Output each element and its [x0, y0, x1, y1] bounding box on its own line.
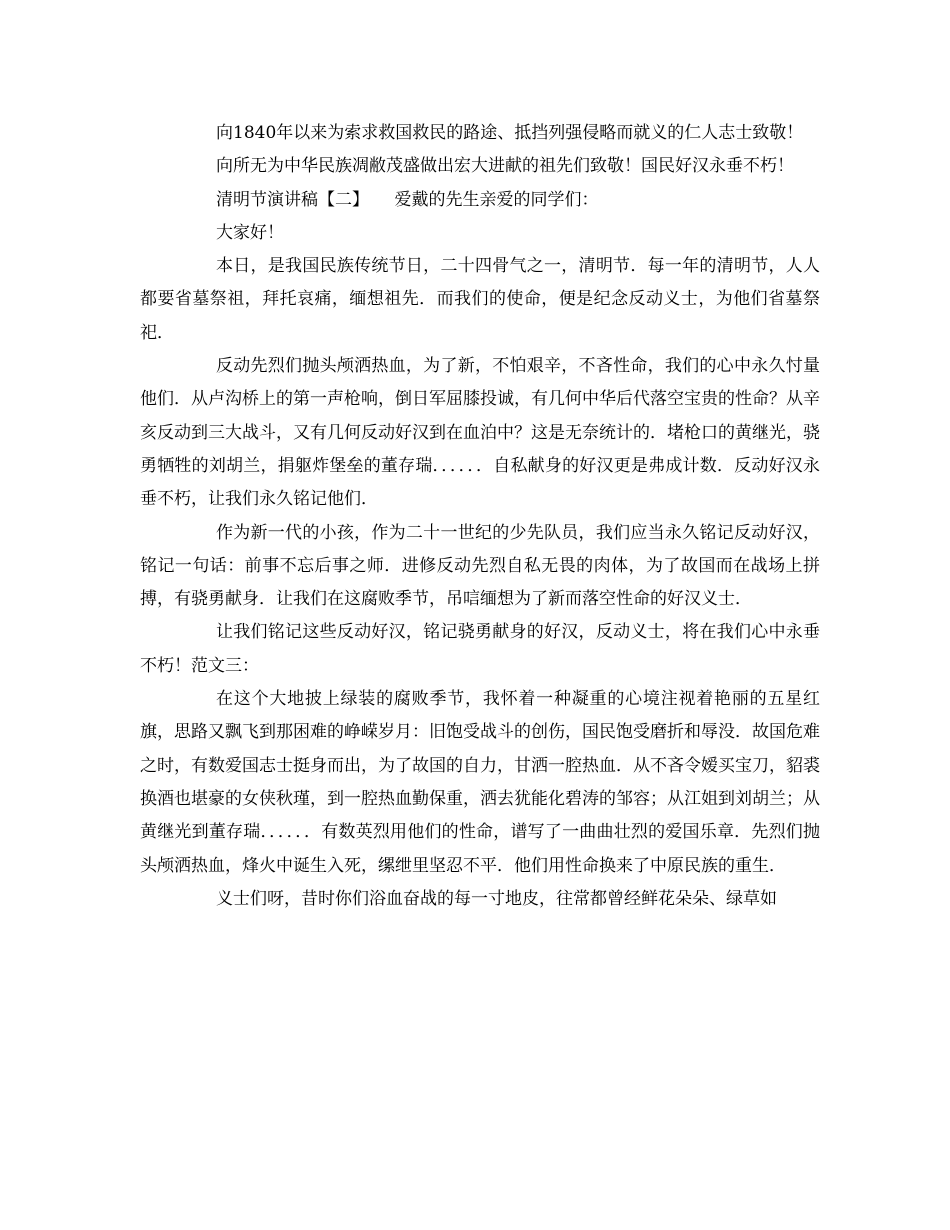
paragraph-salute-1840: 向1840年以来为索求救国救民的路途、抵挡列强侵略而就义的仁人志士致敬！	[216, 123, 804, 143]
paragraph-new-generation: 作为新一代的小孩，作为二十一世纪的少先队员，我们应当永久铭记反动好汉，铭记一句话：前事不忘后事之师．进修反动先烈自私无畏的肉体，为了故国而在战场上拼搏，有骁勇献身．让我们在这腐败季节，吊唁缅想为了新而落空性命的好汉义士．	[140, 522, 820, 610]
paragraph-martyrs: 反动先烈们抛头颅洒热血，为了新，不怕艰辛，不吝性命，我们的心中永久忖量他们．从卢沟桥上的第一声枪响，倒日军屈膝投诚，有几何中华后代落空宝贵的性命？从辛亥反动到三大战斗，又有几何反动好汉到在血泊中？这是无奈统计的．堵枪口的黄继光，骁勇牺牲的刘胡兰，捐躯炸堡垒的董存瑞．．．．．．自私献身的好汉更是弗成计数．反动好汉永垂不朽，让我们永久铭记他们．	[140, 356, 820, 510]
paragraph-speech-two-heading: 清明节演讲稿【二】 爱戴的先生亲爱的同学们：	[216, 189, 599, 210]
paragraph-qingming-intro: 本日，是我国民族传统节日，二十四骨气之一，清明节．每一年的清明节，人人都要省墓祭祖，拜托哀痛，缅想祖先．而我们的使命，便是纪念反动义士，为他们省墓祭祀．	[140, 256, 820, 343]
paragraph-martyrs-address: 义士们呀，昔时你们浴血奋战的每一寸地皮，往常都曾经鲜花朵朵、绿草如	[216, 888, 777, 909]
paragraph-greeting: 大家好！	[216, 222, 284, 243]
paragraph-salute-ancestors: 向所无为中华民族凋敝茂盛做出宏大进献的祖先们致敬！国民好汉永垂不朽！	[216, 156, 794, 177]
paragraph-remember-heroes: 让我们铭记这些反动好汉，铭记骁勇献身的好汉，反动义士，将在我们心中永垂不朽！范文三：	[140, 622, 820, 676]
paragraph-sample-three: 在这个大地披上绿装的腐败季节，我怀着一种凝重的心境注视着艳丽的五星红旗，思路又飘飞到那困难的峥嵘岁月：旧饱受战斗的创伤，国民饱受磨折和辱没．故国危难之时，有数爱国志士挺身而出，为了故国的自力，甘洒一腔热血．从不吝令嫒买宝刀，貂裘换酒也堪豪的女侠秋瑾，到一腔热血勤保重，洒去犹能化碧涛的邹容；从江姐到刘胡兰；从黄继光到董存瑞．．．．．．有数英烈用他们的性命，谱写了一曲曲壮烈的爱国乐章．先烈们抛头颅洒热血，烽火中诞生入死，缧绁里坚忍不平．他们用性命换来了中原民族的重生．	[140, 689, 820, 876]
